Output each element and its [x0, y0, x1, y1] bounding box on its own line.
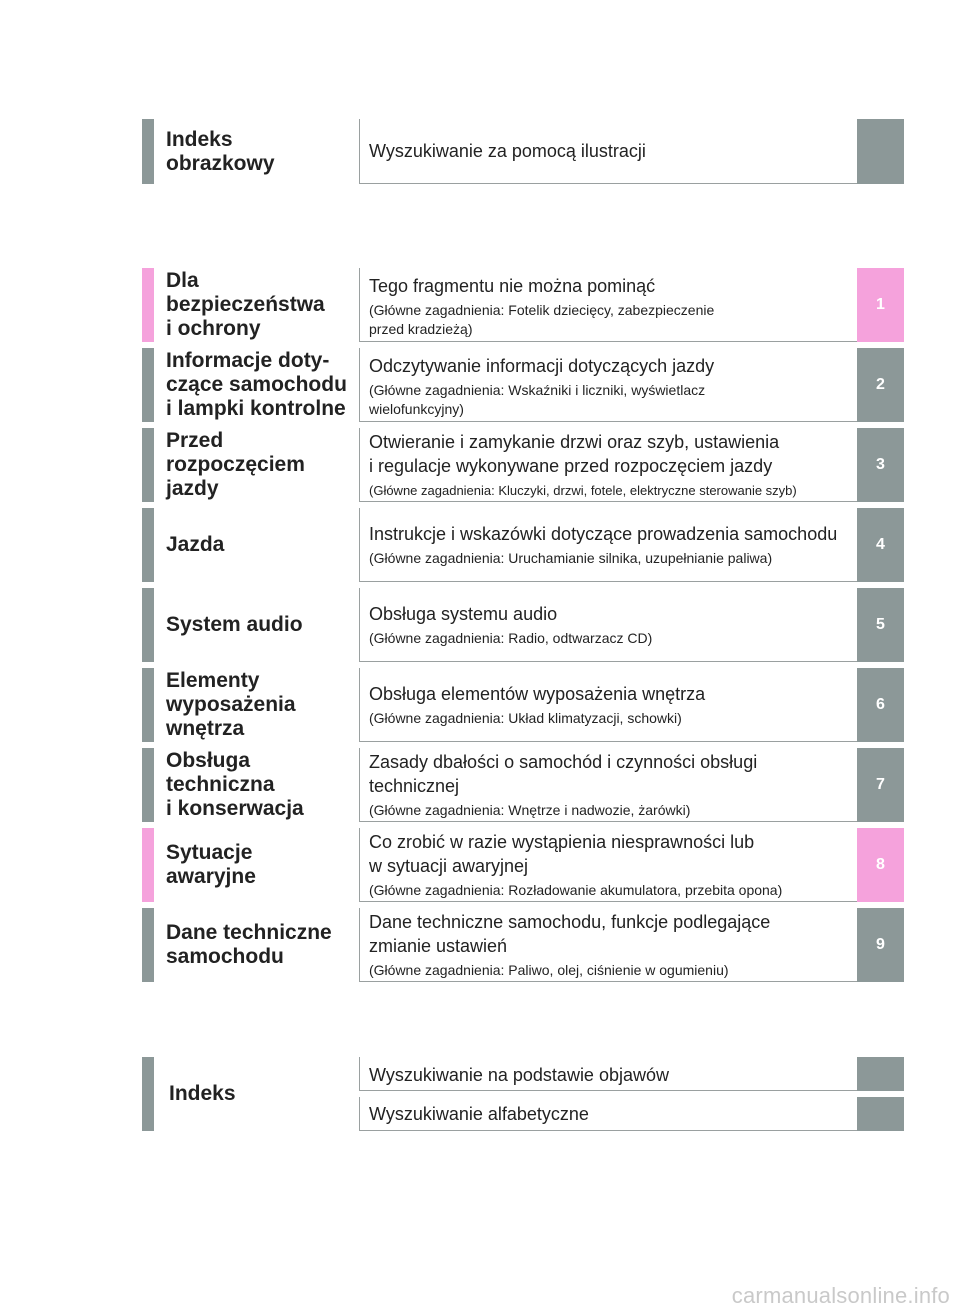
- chapter-bar: [142, 428, 154, 502]
- chapter-description: [359, 268, 857, 342]
- index-row: [142, 1057, 904, 1131]
- chapter-row[interactable]: [142, 508, 904, 582]
- chapter-title: Dane techniczne samochodu: [166, 921, 332, 968]
- section-tab: [857, 119, 904, 184]
- chapter-description: [359, 668, 857, 742]
- chapter-number-tab[interactable]: [857, 828, 904, 902]
- section-description: Wyszukiwanie za pomocą ilustracji: [359, 119, 857, 184]
- chapter-number-tab[interactable]: [857, 908, 904, 982]
- index-alphabetical-item[interactable]: Wyszukiwanie alfabetyczne: [359, 1097, 857, 1131]
- chapter-title: System audio: [166, 613, 303, 636]
- chapter-row[interactable]: [142, 588, 904, 662]
- chapter-summary: Dane techniczne samochodu, funkcje podlegające zmianie ustawień: [369, 912, 771, 956]
- chapter-summary: Obsługa elementów wyposażenia wnętrza: [369, 684, 706, 704]
- chapter-bar: [142, 828, 154, 902]
- chapter-topics: (Główne zagadnienia: Wnętrze i nadwozie, żarówki): [369, 802, 691, 818]
- index-symptoms-item[interactable]: Wyszukiwanie na podstawie objawów: [359, 1057, 857, 1091]
- chapter-bar: [142, 348, 154, 422]
- chapter-number-tab[interactable]: [857, 348, 904, 422]
- chapter-description: [359, 428, 857, 502]
- chapter-number: 3: [876, 456, 885, 473]
- chapter-number-tab[interactable]: [857, 428, 904, 502]
- chapter-number: 8: [876, 856, 885, 873]
- chapter-topics: (Główne zagadnienia: Radio, odtwarzacz CD): [369, 630, 653, 646]
- chapter-title: Dla bezpieczeństwa i ochrony: [166, 269, 325, 340]
- chapter-topics: (Główne zagadnienia: Układ klimatyzacji, schowki): [369, 710, 682, 726]
- chapter-topics: (Główne zagadnienia: Kluczyki, drzwi, fotele, elektryczne sterowanie szyb): [369, 483, 797, 498]
- chapter-number: 1: [876, 296, 885, 313]
- chapter-description: [359, 348, 857, 422]
- chapter-row[interactable]: [142, 268, 904, 342]
- chapter-row[interactable]: [142, 668, 904, 742]
- chapter-bar: [142, 668, 154, 742]
- chapter-summary: Otwieranie i zamykanie drzwi oraz szyb, ustawienia i regulacje wykonywane przed rozpoczęciem jazdy: [369, 432, 780, 476]
- chapter-topics: (Główne zagadnienia: Fotelik dziecięcy, zabezpieczenie przed kradzieżą): [369, 302, 715, 337]
- chapter-summary: Instrukcje i wskazówki dotyczące prowadzenia samochodu: [369, 524, 838, 544]
- section-title: Indeks: [169, 1082, 236, 1105]
- chapter-topics: (Główne zagadnienia: Paliwo, olej, ciśnienie w ogumieniu): [369, 962, 729, 978]
- chapter-number-tab[interactable]: [857, 748, 904, 822]
- chapter-row[interactable]: [142, 908, 904, 982]
- chapter-number-tab[interactable]: [857, 668, 904, 742]
- picture-index-row[interactable]: [142, 119, 904, 184]
- chapter-description: [359, 908, 857, 982]
- chapter-description: [359, 748, 857, 822]
- chapter-row[interactable]: [142, 828, 904, 902]
- chapter-bar: [142, 268, 154, 342]
- chapter-title: Informacje doty- czące samochodu i lampki kontrolne: [166, 349, 347, 420]
- section-bar: [142, 1057, 154, 1131]
- chapter-number: 7: [876, 776, 885, 793]
- chapter-title: Jazda: [166, 533, 225, 556]
- chapter-row[interactable]: [142, 348, 904, 422]
- chapter-number: 2: [876, 376, 885, 393]
- chapter-summary: Co zrobić w razie wystąpienia niesprawności lub w sytuacji awaryjnej: [369, 832, 755, 876]
- chapter-description: [359, 508, 857, 582]
- section-tab: [857, 1097, 904, 1131]
- chapter-summary: Zasady dbałości o samochód i czynności obsługi technicznej: [369, 752, 758, 796]
- chapter-summary: Obsługa systemu audio: [369, 604, 558, 624]
- chapter-row[interactable]: [142, 428, 904, 502]
- chapter-bar: [142, 908, 154, 982]
- chapter-summary: Odczytywanie informacji dotyczących jazdy: [369, 356, 715, 376]
- watermark: carmanualsonline.info: [731, 1283, 950, 1308]
- chapter-topics: (Główne zagadnienia: Wskaźniki i liczniki, wyświetlacz wielofunkcyjny): [369, 382, 706, 417]
- chapter-bar: [142, 588, 154, 662]
- chapter-title: Przed rozpoczęciem jazdy: [166, 429, 305, 500]
- chapter-description: [359, 828, 857, 902]
- chapter-topics: (Główne zagadnienia: Uruchamianie silnika, uzupełnianie paliwa): [369, 550, 773, 566]
- chapter-title: Elementy wyposażenia wnętrza: [166, 669, 296, 740]
- chapter-summary: Tego fragmentu nie można pominąć: [369, 276, 656, 296]
- chapter-number: 5: [876, 616, 885, 633]
- section-title: Indeks obrazkowy: [166, 127, 275, 175]
- chapter-number: 9: [876, 936, 885, 953]
- chapter-bar: [142, 748, 154, 822]
- section-bar: [142, 119, 154, 184]
- chapter-title: Obsługa techniczna i konserwacja: [166, 749, 304, 820]
- chapter-number-tab[interactable]: [857, 268, 904, 342]
- chapter-row[interactable]: [142, 748, 904, 822]
- chapter-topics: (Główne zagadnienia: Rozładowanie akumulatora, przebita opona): [369, 882, 783, 898]
- chapter-description: [359, 588, 857, 662]
- chapter-bar: [142, 508, 154, 582]
- chapter-number: 4: [876, 536, 885, 553]
- chapter-title: Sytuacje awaryjne: [166, 841, 256, 888]
- section-tab: [857, 1057, 904, 1091]
- chapter-number-tab[interactable]: [857, 508, 904, 582]
- chapter-number: 6: [876, 696, 885, 713]
- chapter-number-tab[interactable]: [857, 588, 904, 662]
